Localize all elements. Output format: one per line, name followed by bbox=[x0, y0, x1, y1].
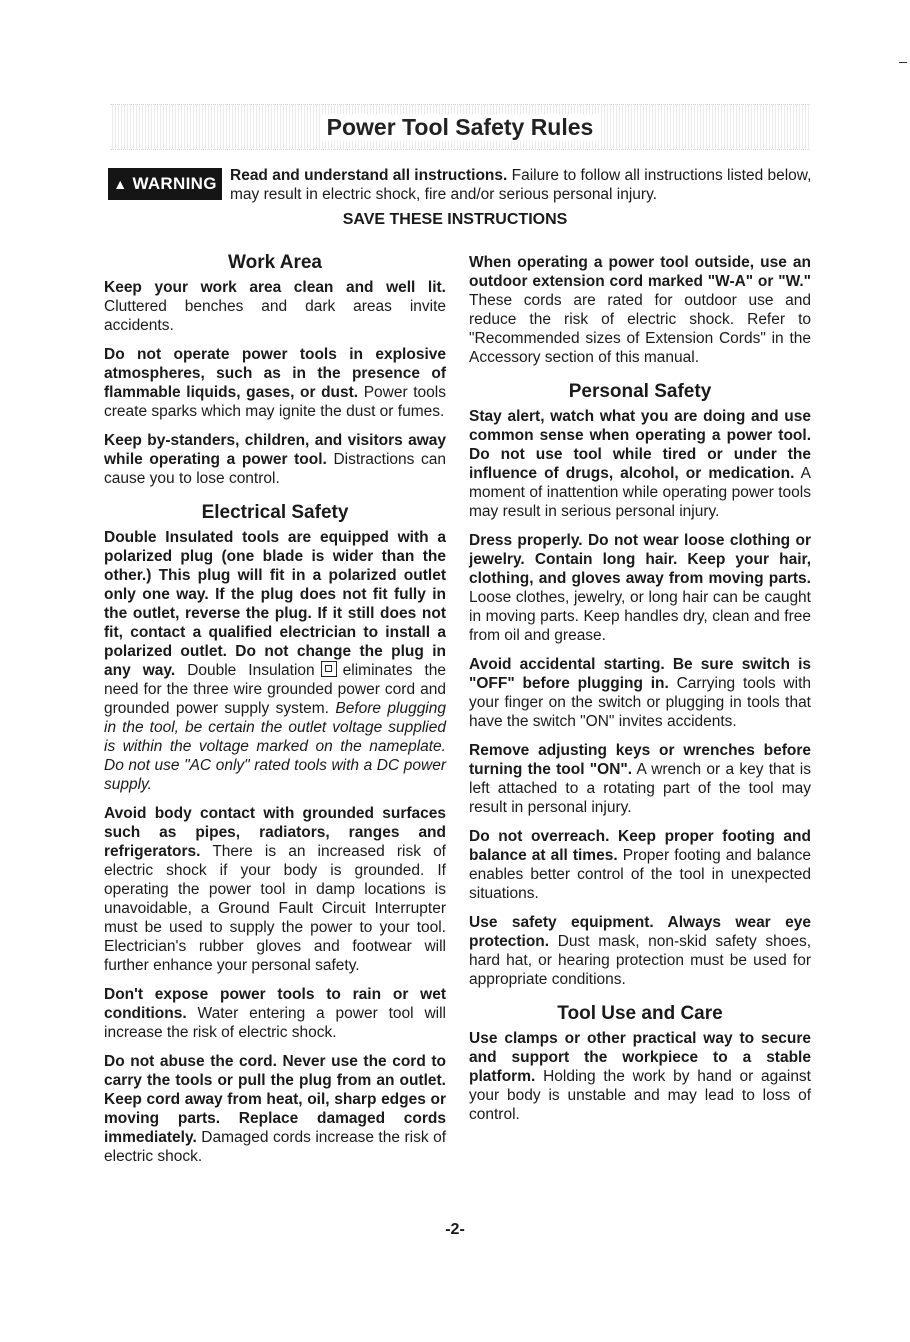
page-number: -2- bbox=[445, 1221, 465, 1238]
paragraph-text: There is an increased risk of electric shock if your body is grounded. If operating the power tool in damp locations is unavoidable, a Ground Fault Circuit Interrupter must be used to supply the power to your tool. Electrician's rubber gloves and footwear will further enhance your personal safety. bbox=[104, 843, 446, 974]
double-insulation-icon bbox=[321, 661, 337, 677]
personal-safety-heading: Personal Safety bbox=[568, 381, 712, 402]
paragraph-bold: Don't expose power tools to rain or wet conditions. bbox=[104, 986, 446, 1022]
paragraph-text: Proper footing and balance enables better control of the tool in unexpected situations. bbox=[469, 847, 812, 902]
corner-mark bbox=[899, 62, 907, 63]
paragraph-text: Power tools create sparks which may ignite the dust or fumes. bbox=[104, 384, 446, 420]
work-area-heading: Work Area bbox=[228, 252, 322, 273]
paragraph-bold: Stay alert, watch what you are doing and use common sense when operating a power tool. Do not use tool while tired or under the influence of drugs, alcohol, or medication. bbox=[469, 408, 811, 482]
paragraph-bold: Avoid accidental starting. Be sure switch is "OFF" before plugging in. bbox=[469, 656, 811, 692]
paragraph-bold: Double Insulated tools are equipped with a polarized plug (one blade is wider than the other.) This plug will fit in a polarized outlet only one way. If the plug does not fit fully in the outlet, reverse the plug. If it still does not fit, contact a qualified electrician to install a polarized outlet. Do not change the plug in any way. bbox=[104, 529, 446, 679]
paragraph-bold: Dress properly. Do not wear loose clothing or jewelry. Contain long hair. Keep your hair, clothing, and gloves away from moving parts. bbox=[469, 532, 811, 587]
warning-text bbox=[230, 166, 812, 204]
paragraph-text: A wrench or a key that is left attached to a rotating part of the tool may result in personal injury. bbox=[469, 761, 812, 816]
paragraph-bold: Keep by-standers, children, and visitors away while operating a power tool. bbox=[104, 432, 446, 468]
paragraph bbox=[104, 528, 446, 794]
paragraph-text: Dust mask, non-skid safety shoes, hard hat, or hearing protection must be used for appropriate conditions. bbox=[469, 933, 811, 988]
electrical-safety-heading: Electrical Safety bbox=[201, 502, 349, 523]
paragraph-text: Damaged cords increase the risk of electric shock. bbox=[104, 1129, 446, 1165]
paragraph bbox=[104, 278, 446, 335]
paragraph-text: Carrying tools with your finger on the switch or plugging in tools that have the switch "ON" invites accidents. bbox=[469, 675, 811, 730]
paragraph-bold: Remove adjusting keys or wrenches before turning the tool "ON". bbox=[469, 742, 811, 778]
paragraph-text: Double Insulation bbox=[187, 662, 315, 679]
paragraph-text: Water entering a power tool will increase the risk of electric shock. bbox=[104, 1005, 446, 1041]
warning-badge bbox=[108, 168, 222, 200]
paragraph bbox=[469, 1029, 811, 1124]
paragraph bbox=[469, 913, 811, 989]
paragraph-bold: Do not operate power tools in explosive atmospheres, such as in the presence of flammable liquids, gases, or dust. bbox=[104, 346, 446, 401]
page-title bbox=[110, 104, 810, 150]
paragraph bbox=[104, 985, 446, 1042]
paragraph-bold: Keep your work area clean and well lit. bbox=[104, 279, 446, 296]
paragraph bbox=[469, 531, 811, 645]
warning-body: Failure to follow all instructions listed below, may result in electric shock, fire and/or serious personal injury. bbox=[230, 167, 812, 203]
paragraph-text: Distractions can cause you to lose control. bbox=[104, 451, 447, 487]
paragraph-italic: Before plugging in the tool, be certain the outlet voltage supplied is within the voltage marked on the nameplate. Do not use "AC only" rated tools with a DC power supply. bbox=[104, 700, 446, 793]
paragraph-bold: Use clamps or other practical way to secure and support the workpiece to a stable platform. bbox=[469, 1030, 811, 1085]
right-column bbox=[469, 253, 811, 1134]
paragraph-bold: Do not abuse the cord. Never use the cord to carry the tools or pull the plug from an outlet. Keep cord away from heat, oil, sharp edges or moving parts. Replace damaged cords immediately. bbox=[104, 1053, 446, 1146]
paragraph-text: Loose clothes, jewelry, or long hair can be caught in moving parts. Keep handles dry, clean and free from oil and grease. bbox=[469, 589, 811, 644]
paragraph bbox=[469, 253, 811, 367]
paragraph-text: eliminates the need for the three wire grounded power cord and grounded power supply system. bbox=[104, 662, 447, 717]
paragraph-text: Cluttered benches and dark areas invite accidents. bbox=[104, 298, 446, 334]
warning-badge-label: WARNING bbox=[132, 174, 217, 193]
paragraph bbox=[469, 655, 811, 731]
save-instructions: SAVE THESE INSTRUCTIONS bbox=[342, 211, 568, 228]
paragraph-text: Holding the work by hand or against your body is unstable and may lead to loss of control. bbox=[469, 1068, 811, 1123]
paragraph bbox=[104, 345, 446, 421]
paragraph bbox=[469, 827, 811, 903]
paragraph-bold: Avoid body contact with grounded surfaces such as pipes, radiators, ranges and refrigerators. bbox=[104, 805, 446, 860]
page-title-text: Power Tool Safety Rules bbox=[321, 114, 600, 141]
paragraph bbox=[469, 741, 811, 817]
paragraph-bold: Do not overreach. Keep proper footing and balance at all times. bbox=[469, 828, 811, 864]
left-column bbox=[104, 252, 446, 1176]
paragraph bbox=[469, 407, 811, 521]
tool-use-heading: Tool Use and Care bbox=[557, 1003, 723, 1024]
paragraph-text: These cords are rated for outdoor use and reduce the risk of electric shock. Refer to "Recommended sizes of Extension Cords" in the Accessory section of this manual. bbox=[469, 292, 811, 366]
paragraph-bold: Use safety equipment. Always wear eye protection. bbox=[469, 914, 811, 950]
warning-triangle-icon: ▲ bbox=[113, 176, 128, 192]
paragraph-text: A moment of inattention while operating power tools may result in serious personal injury. bbox=[469, 465, 812, 520]
paragraph bbox=[104, 804, 446, 975]
paragraph bbox=[104, 431, 446, 488]
paragraph-bold: When operating a power tool outside, use an outdoor extension cord marked "W-A" or "W." bbox=[469, 254, 811, 290]
warning-lead: Read and understand all instructions. bbox=[230, 167, 508, 184]
paragraph bbox=[104, 1052, 446, 1166]
